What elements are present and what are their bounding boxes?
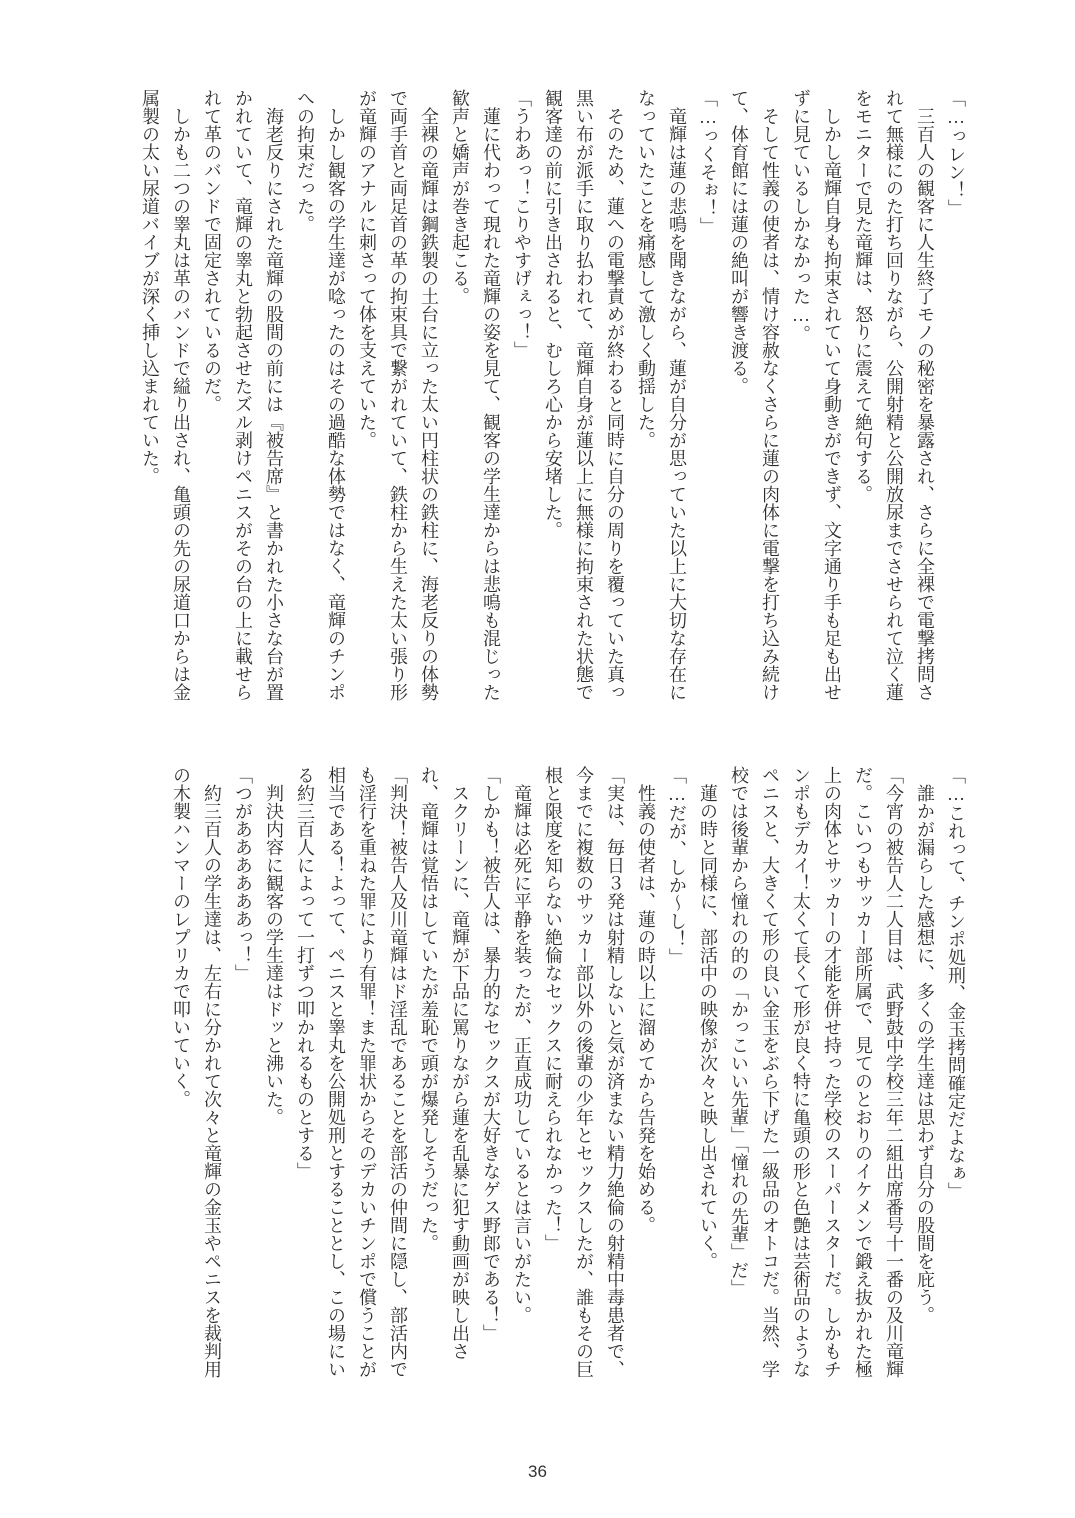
paragraph: そして性義の使者は、情け容赦なくさらに蓮の肉体に電撃を打ち込み続けて、体育館には蓮の絶叫が響き渡る。 <box>729 89 780 701</box>
paragraph: 性義の使者は、蓮の時以上に溜めてから告発を始める。 <box>636 784 656 1234</box>
paragraph: 誰かが漏らした感想に、多くの学生達は思わず自分の股間を庇う。 <box>915 784 935 1324</box>
paragraph: しかも二つの睾丸は革のバンドで縊り出され、亀頭の先の尿道口からは金属製の太い尿道バイブが深く挿し込まれていた。 <box>140 89 191 701</box>
paragraph: 三百人の観客に人生終了モノの秘密を暴露され、さらに全裸で電撃拷問されて無様にのた打ち回りながら、公開射精と公開放尿までさせられて泣く蓮をモニターで見た竜輝は、怒りに震えて絶句する。 <box>853 89 935 701</box>
paragraph: 「…これって、チンポ処刑、金玉拷問確定だよなぁ」 <box>946 766 966 1200</box>
paragraph: しかし観客の学生達が唸ったのはその過酷な体勢ではなく、竜輝のチンポへの拘束だった。 <box>295 89 346 701</box>
paragraph: 蓮に代わって現れた竜輝の姿を見て、観客の学生達からは悲鳴も混じった歓声と嬌声が巻き起こる。 <box>450 89 501 701</box>
paragraph: 「判決！被告人及川竜輝はド淫乱であることを部活の仲間に隠し、部活内でも淫行を重ねた罪により有罪！また罪状からそのデカいチンポで償うことが相当である！よって、ペニスと睾丸を公開処刑とすることとし、この場にいる約三百人によって一打ずつ叩かれるものとする」 <box>295 766 408 1378</box>
paragraph: 蓮の時と同様に、部活中の映像が次々と映し出されていく。 <box>698 784 718 1270</box>
paragraph: 竜輝は蓮の悲鳴を聞きながら、蓮が自分が思っていた以上に大切な存在になっていたことを痛感して激しく動揺した。 <box>636 89 687 701</box>
paragraph: 「うわあっ！こりやすげぇっ！」 <box>512 89 532 359</box>
paragraph: 「しかも！被告人は、暴力的なセックスが大好きなゲス野郎である！」 <box>481 766 501 1342</box>
paragraph: 竜輝は必死に平静を装ったが、正直成功しているとは言いがたい。 <box>512 784 532 1324</box>
paragraph: そのため、蓮への電撃責めが終わると同時に自分の周りを覆っていた真っ黒い布が派手に取り払われて、竜輝自身が蓮以上に無様に拘束された状態で観客達の前に引き出されると、むしろ心から安堵した。 <box>543 89 625 701</box>
paragraph: 約三百人の学生達は、左右に分かれて次々と竜輝の金玉やペニスを裁判用の木製ハンマーのレプリカで叩いていく。 <box>171 766 222 1378</box>
paragraph: 「…っくそぉ！」 <box>698 89 718 235</box>
paragraph: 全裸の竜輝は鋼鉄製の土台に立った太い円柱状の鉄柱に、海老反りの体勢で両手首と両足首の革の拘束具で繋がれていて、鉄柱から生えた太い張り形が竜輝のアナルに刺さって体を支えていた。 <box>357 89 439 701</box>
story-text-block-bottom <box>165 766 971 1380</box>
paragraph: スクリーンに、竜輝が下品に罵りながら蓮を乱暴に犯す動画が映し出され、竜輝は覚悟はしていたが羞恥で頭が爆発しそうだった。 <box>419 766 470 1360</box>
paragraph: 「今宵の被告人二人目は、武野鼓中学校三年二組出席番号十一番の及川竜輝だ。こいつもサッカー部所属で、見てのとおりのイケメンで鍛え抜かれた極上の肉体とサッカーの才能を併せ持った学校のスーパースターだ。しかもチンポもデカイ！太くて長くて形が良く特に亀頭の形と色艶は芸術品のようなペニスと、大きくて形の良い金玉をぶら下げた一級品のオトコだ。当然、学校では後輩から憧れの的の「かっこいい先輩」「憧れの先輩」だ」 <box>729 766 904 1378</box>
paragraph: 判決内容に観客の学生達はドッと沸いた。 <box>264 784 284 1126</box>
story-text-block-top <box>134 89 971 702</box>
page-number: 36 <box>528 1462 547 1481</box>
paragraph: しかし竜輝自身も拘束されていて身動きができず、文字通り手も足も出せずに見ているしかなかった…。 <box>791 89 842 701</box>
paragraph: 「つがああああああっ！」 <box>233 766 253 982</box>
paragraph: 「…っレン！」 <box>946 89 966 217</box>
paragraph: 海老反りにされた竜輝の股間の前には『被告席』と書かれた小さな台が置かれていて、竜輝の睾丸と勃起させたズル剥けペニスがその台の上に載せられて革のバンドで固定されているのだ。 <box>202 89 284 701</box>
paragraph: 「実は、毎日３発は射精しないと気が済まない精力絶倫の射精中毒患者で、今までに複数のサッカー部以外の後輩の少年とセックスしたが、誰もその巨根と限度を知らない絶倫なセックスに耐えられなかった！」 <box>543 766 625 1378</box>
paragraph: 「…だが、しか～し！」 <box>667 766 687 966</box>
